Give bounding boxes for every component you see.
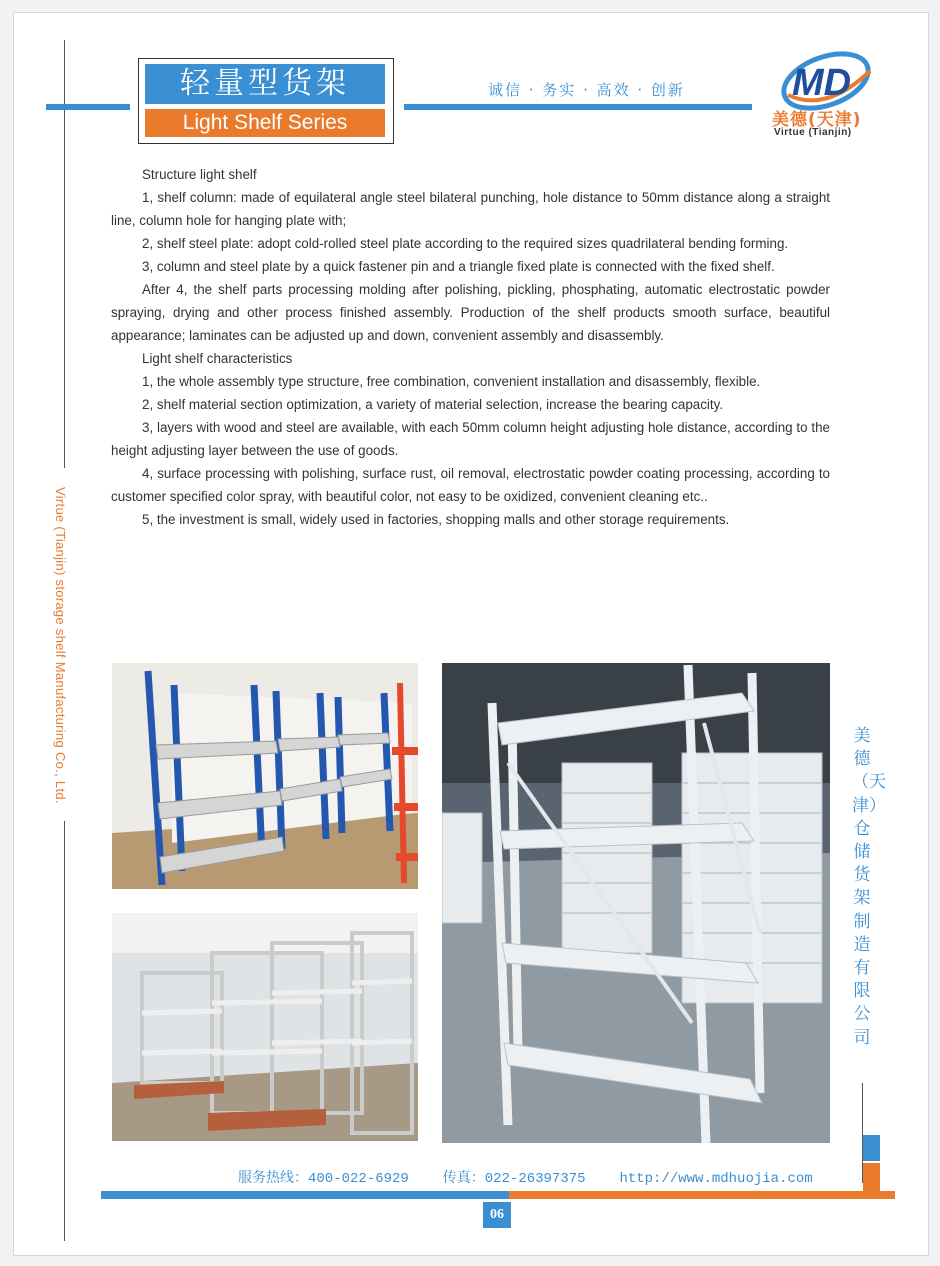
right-accent-blue [863,1135,880,1161]
side-company-name-en: Virtue (Tianjin) storage shelf Manufacturing Co., Ltd. [53,487,68,804]
title-english: Light Shelf Series [145,109,385,137]
body-text [111,163,830,531]
logo-english-name: Virtue (Tianjin) [774,127,852,138]
paragraph: 3, column and steel plate by a quick fastener pin and a triangle fixed plate is connected with the fixed shelf. [142,259,775,274]
paragraph: 5, the investment is small, widely used in factories, shopping malls and other storage requirements. [142,512,730,527]
slogan: 诚信 · 务实 · 高效 · 创新 [488,81,685,99]
photo-white-shelf-factory [442,663,830,1143]
title-box [138,58,394,144]
footer-bar-blue [101,1191,509,1199]
paragraph: 2, shelf material section optimization, a variety of material selection, increase the bearing capacity. [142,397,724,412]
side-company-name-cn: 美德（天津）仓储货架制造有限公司 [852,726,886,1048]
paragraph: 2, shelf steel plate: adopt cold-rolled steel plate according to the required sizes quadrilateral bending forming. [142,236,789,251]
hotline-label: 服务热线： [238,1170,308,1186]
footer-contact [238,1167,843,1187]
title-chinese: 轻量型货架 [145,64,385,104]
website-link[interactable]: http://www.mdhuojia.com [619,1171,813,1187]
photo-grey-shelves-room [112,913,418,1141]
paragraph: 3, layers with wood and steel are available, with each 50mm column height adjusting hole distance, according to the height adjusting layer between the use of goods. [111,420,830,458]
paragraph: 4, surface processing with polishing, surface rust, oil removal, electrostatic powder coating processing, according to customer specified color spray, with beautiful color, not easy to be oxidized, convenient cleaning etc.. [111,466,830,504]
paragraph: Structure light shelf [142,167,257,182]
header-bar-left [46,104,130,110]
left-vertical-rule-lower [64,821,65,1241]
fax-label: 传真： [442,1170,485,1186]
footer-bar-orange [509,1191,895,1199]
photo-blue-shelves [112,663,418,889]
hotline-number: 400-022-6929 [308,1171,409,1187]
paragraph: After 4, the shelf parts processing molding after polishing, pickling, phosphating, automatic electrostatic powder spraying, drying and other process finished assembly. Production of the shelf products smooth surface, beautiful appearance; laminates can be adjusted up and down, convenient assembly and disassembly. [111,282,830,343]
brochure-page [13,12,929,1256]
paragraph: 1, the whole assembly type structure, free combination, convenient installation and disassembly, flexible. [142,374,761,389]
paragraph: 1, shelf column: made of equilateral angle steel bilateral punching, hole distance to 50mm distance along a straight line, column hole for hanging plate with; [111,190,830,228]
page-number: 06 [483,1202,511,1228]
header-bar-right [404,104,752,110]
logo-chinese-name: 美德(天津) [772,110,862,130]
paragraph: Light shelf characteristics [142,351,293,366]
logo-letters: MD [792,62,852,104]
fax-number: 022-26397375 [484,1171,586,1187]
right-accent-orange [863,1163,880,1191]
